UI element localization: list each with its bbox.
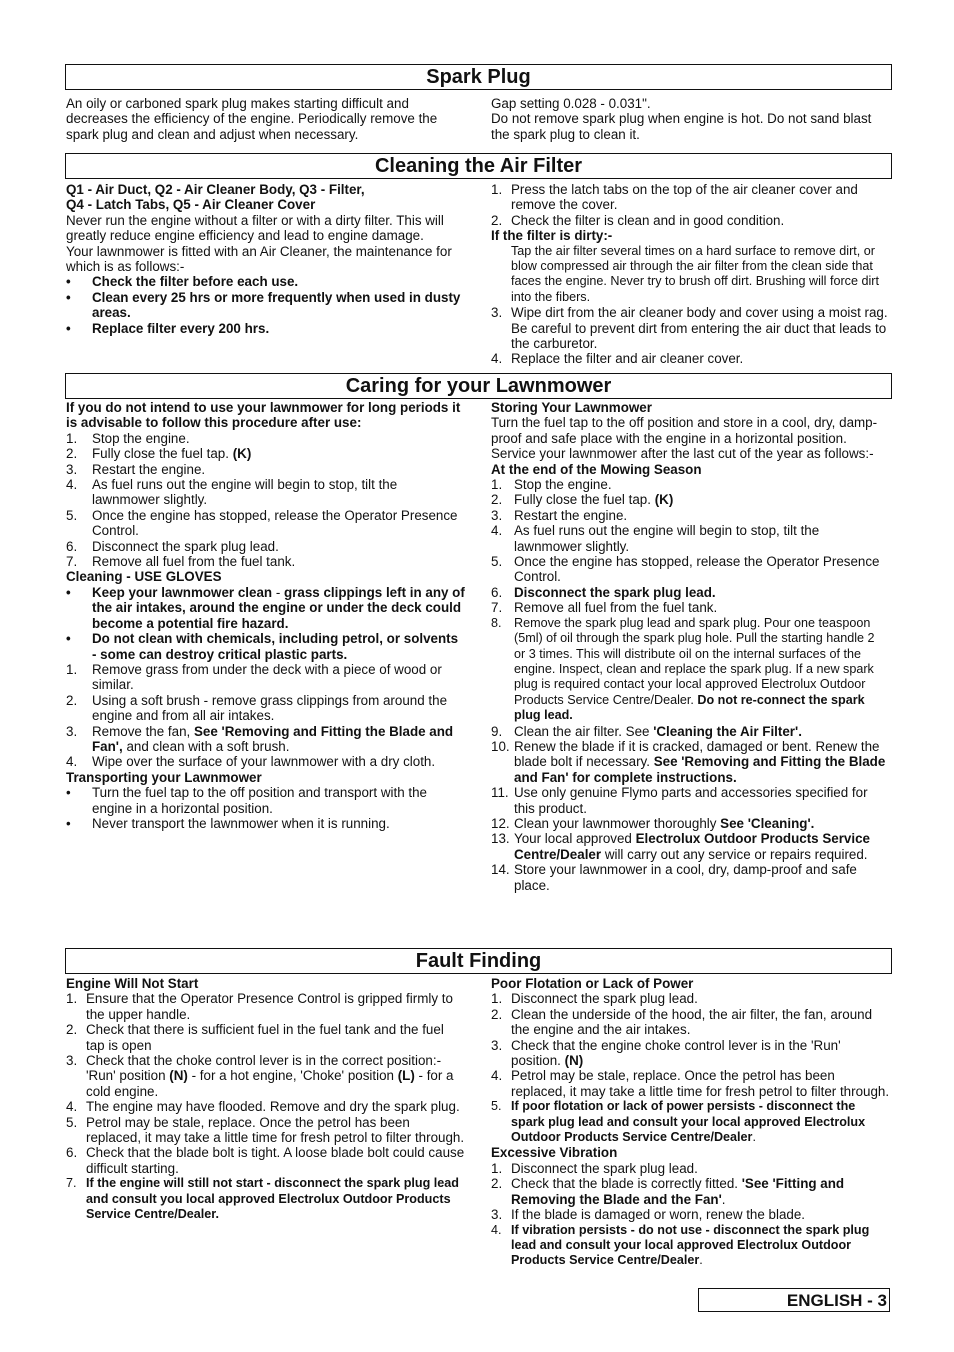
list-item: 10. Renew the blade if it is cracked, damaged or bent. Renew the blade bolt if necessary. See 'Removing and Fitting the Blade and Fan' for complete instructions. [491, 738, 886, 785]
page-number-label: ENGLISH - 3 [698, 1288, 890, 1312]
no-start-heading: Engine Will Not Start [66, 976, 199, 991]
list-item: 4. As fuel runs out the engine will begin to stop, tilt the lawnmower slightly. [491, 523, 820, 554]
list-item: 7. If the engine will still not start - disconnect the spark plug lead and consult you local approved Electrolux Outdoor Products Service Centre/Dealer. [66, 1176, 459, 1222]
cleaning-heading: Cleaning - USE GLOVES [66, 569, 222, 585]
spark-plug-left [66, 96, 460, 142]
list-item: 3. Wipe dirt from the air cleaner body and cover using a moist rag. Be careful to prevent dirt from entering the air duct that leads to the carburetor. [491, 305, 888, 352]
list-item: 4. As fuel runs out the engine will begin to stop, tilt the lawnmower slightly. [66, 477, 398, 508]
list-item: 1. Stop the engine. [66, 430, 190, 446]
vibration-heading: Excessive Vibration [491, 1145, 618, 1161]
spark-plug-warning: Do not remove spark plug when engine is hot. Do not sand blast the spark plug to clean it. [491, 111, 872, 142]
list-item: 11. Use only genuine Flymo parts and accessories specified for this product. [491, 785, 868, 816]
spark-plug-intro: An oily or carboned spark plug makes starting difficult and decreases the efficiency of the engine. Periodically remove the spark plug and clean and adjust when necessary. [66, 96, 438, 142]
list-item: 4. Petrol may be stale, replace. Once the petrol has been replaced, it may take a little time for fresh petrol to filter through. [491, 1068, 890, 1099]
list-item: 1. Stop the engine. [491, 477, 612, 493]
list-item: 6. Disconnect the spark plug lead. [491, 584, 716, 600]
list-item: 3. Check that the choke control lever is in the correct position:- 'Run' position (N) - for a hot engine, 'Choke' position (L) - for a cold engine. [66, 1053, 454, 1099]
list-item: 3. Restart the engine. [491, 507, 628, 523]
list-item: 2. Check the filter is clean and in good condition. [491, 212, 785, 228]
list-item: • Do not clean with chemicals, including petrol, or solvents - some can destroy critical plastic parts. [66, 631, 459, 662]
list-item: 6. Disconnect the spark plug lead. [66, 538, 279, 554]
list-item: 3. Restart the engine. [66, 461, 206, 477]
list-item: • Turn the fuel tap to the off position and transport with the engine in a horizontal position. [66, 785, 427, 816]
storing-heading: Storing Your Lawnmower [491, 400, 652, 415]
list-item: 2. Clean the underside of the hood, the air filter, the fan, around the engine and the air intakes. [491, 1006, 873, 1038]
list-item: 3. If the blade is damaged or worn, renew the blade. [491, 1207, 806, 1223]
list-item: 12. Clean your lawnmower thoroughly See 'Cleaning'. [491, 815, 815, 831]
list-item: 2. Check that the blade is correctly fitted. 'See 'Fitting and Removing the Blade and the Fan'. [491, 1176, 845, 1207]
list-item: 4. The engine may have flooded. Remove and dry the spark plug. [66, 1099, 460, 1115]
list-item: 5. Once the engine has stopped, release the Operator Presence Control. [66, 507, 458, 539]
list-item: 4. Replace the filter and air cleaner cover. [491, 351, 744, 367]
air-filter-right [491, 182, 889, 367]
list-item: 5. Once the engine has stopped, release the Operator Presence Control. [491, 554, 880, 585]
list-item: 3. Check that the engine choke control lever is in the 'Run' position. (N) [491, 1037, 841, 1069]
air-filter-title: Cleaning the Air Filter [65, 153, 892, 179]
list-item: 7. Remove all fuel from the fuel tank. [66, 554, 296, 570]
list-item: 1. Disconnect the spark plug lead. [491, 991, 698, 1007]
list-item: 2. Using a soft brush - remove grass clippings from around the engine and from all air intakes. [66, 692, 448, 724]
storing-text: Turn the fuel tap to the off position and store in a cool, dry, damp-proof and safe place with the engine in a horizontal position. Service your lawnmower after the last cut of the year as follows:- [491, 415, 878, 462]
list-item: 5. If poor flotation or lack of power persists - disconnect the spark plug lead and consult your local approved Electrolux Outdoor Products Service Centre/Dealer. [491, 1099, 866, 1145]
list-item: • Replace filter every 200 hrs. [66, 320, 270, 336]
season-heading: At the end of the Mowing Season [491, 461, 702, 477]
list-item: 1. Ensure that the Operator Presence Control is gripped firmly to the upper handle. [66, 991, 453, 1022]
gap-setting: Gap setting 0.028 - 0.031". [491, 96, 651, 111]
spark-plug-right [491, 96, 889, 142]
air-filter-warning: Never run the engine without a filter or with a dirty filter. This will greatly reduce engine efficiency and lead to engine damage. [66, 212, 444, 244]
list-item: 8. Remove the spark plug lead and spark plug. Pour one teaspoon (5ml) of oil through the spark plug hole. Pull the starting handle 2 or 3 times. This will distribute oil on the internal surfaces of the engine. Inspect, clean and replace the spark plug. If a new spark plug is required contact your local approved Electrolux Outdoor Products Service Centre/Dealer. Do not re-connect the spark plug lead. [491, 615, 875, 723]
list-item: 5. Petrol may be stale, replace. Once the petrol has been replaced, it may take a little time for fresh petrol to filter through. [66, 1114, 465, 1146]
list-item: • Check the filter before each use. [66, 274, 299, 290]
list-item: 1. Press the latch tabs on the top of the air cleaner cover and remove the cover. [491, 182, 858, 213]
dirty-text: Tap the air filter several times on a hard surface to remove dirt, or blow compressed air through the air filter from the clean side that faces the engine. Never try to brush off dirt. Brushing will force dirt into the fibers. [511, 243, 879, 304]
list-item: 9. Clean the air filter. See 'Cleaning the Air Filter'. [491, 723, 802, 739]
parts-list-2: Q4 - Latch Tabs, Q5 - Air Cleaner Cover [66, 197, 316, 213]
list-item: 2. Fully close the fuel tap. (K) [66, 446, 252, 462]
list-item: 2. Check that there is sufficient fuel in the fuel tank and the fuel tap is open [66, 1022, 444, 1053]
list-item: • Keep your lawnmower clean - grass clippings left in any of the air intakes, around the engine or under the deck could become a potential fire hazard. [66, 584, 465, 631]
list-item: • Never transport the lawnmower when it is running. [66, 815, 390, 831]
list-item: 13. Your local approved Electrolux Outdoor Products Service Centre/Dealer will carry out any service or repairs required. [491, 831, 870, 862]
dirty-heading: If the filter is dirty:- [491, 228, 613, 244]
air-filter-maintenance: Your lawnmower is fitted with an Air Cleaner, the maintenance for which is as follows:- [66, 243, 452, 275]
fault-left [66, 976, 466, 1223]
list-item: 14. Store your lawnmower in a cool, dry, damp-proof and safe place. [491, 862, 857, 893]
fault-right [491, 976, 891, 1269]
list-item: • Clean every 25 hrs or more frequently when used in dusty areas. [66, 289, 461, 321]
list-item: 2. Fully close the fuel tap. (K) [491, 492, 674, 508]
caring-right [491, 400, 889, 893]
parts-list-1: Q1 - Air Duct, Q2 - Air Cleaner Body, Q3 - Filter, [66, 182, 365, 197]
list-item: 1. Disconnect the spark plug lead. [491, 1160, 698, 1176]
transport-heading: Transporting your Lawnmower [66, 769, 262, 785]
caring-intro: If you do not intend to use your lawnmower for long periods it is advisable to follow this procedure after use: [66, 400, 461, 431]
fault-title: Fault Finding [65, 948, 892, 974]
list-item: 4. Wipe over the surface of your lawnmower with a dry cloth. [66, 754, 436, 770]
power-heading: Poor Flotation or Lack of Power [491, 976, 694, 991]
caring-title: Caring for your Lawnmower [65, 373, 892, 399]
list-item: 3. Remove the fan, See 'Removing and Fitting the Blade and Fan', and clean with a soft brush. [66, 723, 454, 754]
list-item: 7. Remove all fuel from the fuel tank. [491, 600, 718, 616]
air-filter-left [66, 182, 462, 336]
list-item: 6. Check that the blade bolt is tight. A loose blade bolt could cause difficult starting. [66, 1145, 465, 1176]
list-item: 4. If vibration persists - do not use - disconnect the spark plug lead and consult your local approved Electrolux Outdoor Products Service Centre/Dealer. [491, 1222, 870, 1268]
spark-plug-title: Spark Plug [65, 64, 892, 90]
list-item: 1. Remove grass from under the deck with a piece of wood or similar. [66, 661, 442, 693]
caring-left [66, 400, 466, 831]
